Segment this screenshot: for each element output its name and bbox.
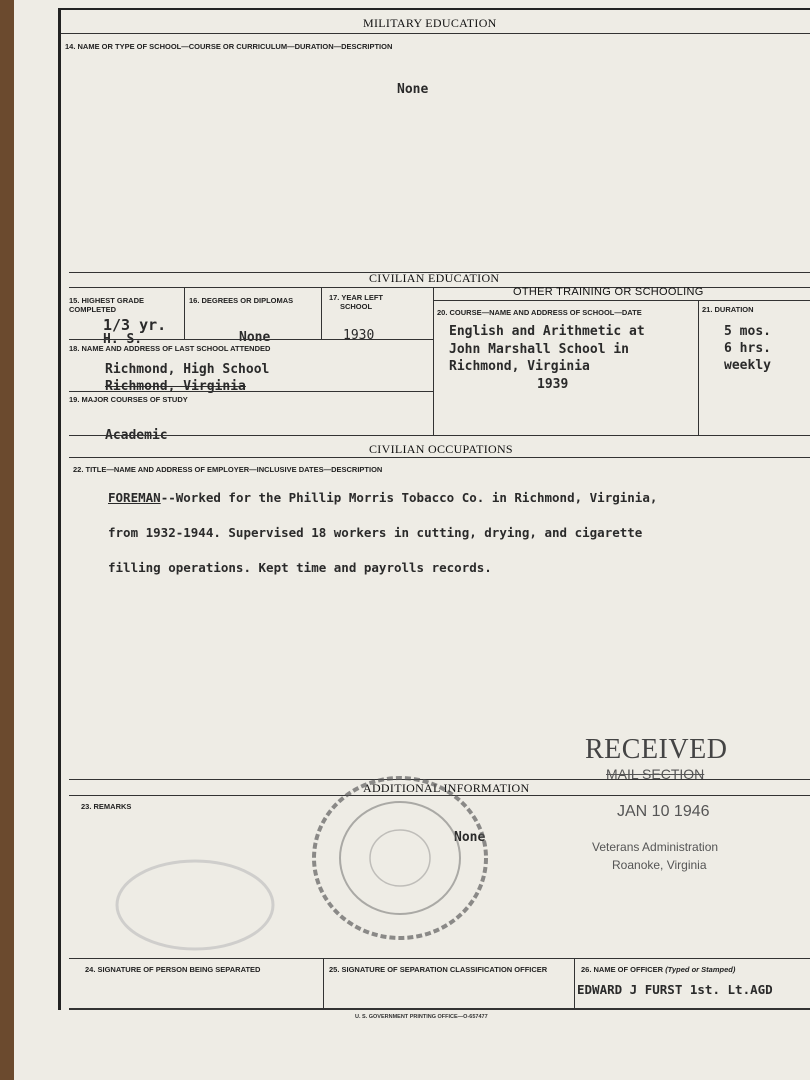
- course-line: English and Arithmetic at: [449, 324, 645, 339]
- divider: [433, 287, 434, 435]
- divider: [69, 457, 810, 458]
- military-education-heading: MILITARY EDUCATION: [363, 16, 497, 30]
- last-school-name: Richmond, High School: [105, 362, 270, 377]
- field-17-label: 17. YEAR LEFT SCHOOL: [328, 293, 384, 311]
- remarks-value: None: [454, 830, 486, 845]
- field-26-sub: (Typed or Stamped): [665, 965, 736, 974]
- duration-line: 5 mos.: [724, 324, 771, 339]
- course-value: [449, 323, 645, 393]
- field-21-label: 21. DURATION: [702, 305, 754, 314]
- divider: [69, 1008, 810, 1010]
- divider: [61, 33, 810, 34]
- field-22-label: 22. TITLE—NAME AND ADDRESS OF EMPLOYER—INCLUSIVE DATES—DESCRIPTION: [73, 465, 383, 474]
- received-date: JAN 10 1946: [617, 803, 710, 820]
- divider: [69, 958, 810, 959]
- stamp-office-line-1: Veterans Administration: [592, 840, 719, 854]
- divider: [321, 287, 322, 339]
- field-16-label: 16. DEGREES OR DIPLOMAS: [189, 296, 294, 305]
- year-left-value: 1930: [343, 328, 375, 343]
- field-26-main: 26. NAME OF OFFICER: [581, 965, 664, 974]
- postmark-seal-icon: [305, 768, 495, 943]
- divider: [698, 300, 699, 435]
- field-25-label: 25. SIGNATURE OF SEPARATION CLASSIFICATION OFFICER: [329, 965, 548, 974]
- divider: [184, 287, 185, 339]
- divider: [69, 339, 433, 340]
- field-19-label: 19. MAJOR COURSES OF STUDY: [69, 395, 188, 404]
- field-14-label: 14. NAME OR TYPE OF SCHOOL—COURSE OR CURRICULUM—DURATION—DESCRIPTION: [65, 42, 393, 51]
- field-23-label: 23. REMARKS: [81, 802, 132, 811]
- other-training-heading: OTHER TRAINING OR SCHOOLING: [513, 286, 704, 298]
- divider: [69, 391, 433, 392]
- field-24-label: 24. SIGNATURE OF PERSON BEING SEPARATED: [85, 965, 261, 974]
- field-20-label: 20. COURSE—NAME AND ADDRESS OF SCHOOL—DATE: [437, 308, 642, 317]
- field-15-label: 15. HIGHEST GRADE COMPLETED: [69, 296, 145, 314]
- mail-section-stamp: MAIL SECTION: [606, 766, 705, 782]
- received-stamp: RECEIVED: [585, 734, 728, 765]
- faint-stamp-icon: [110, 855, 280, 955]
- degrees-value: None: [239, 330, 271, 345]
- course-line: Richmond, Virginia: [449, 359, 590, 374]
- officer-name-value: EDWARD J FURST 1st. Lt.AGD: [577, 982, 773, 997]
- field-26-label: [581, 965, 735, 974]
- additional-information-heading: ADDITIONAL INFORMATION: [363, 781, 530, 795]
- occupation-text: --Worked for the Phillip Morris Tobacco Co. in Richmond, Virginia,: [160, 490, 658, 505]
- course-line: John Marshall School in: [449, 341, 630, 357]
- divider: [69, 435, 810, 436]
- occupation-line-1: [108, 490, 657, 505]
- last-school-address: Richmond, Virginia: [105, 379, 246, 394]
- duration-value: [701, 323, 771, 374]
- divider: [433, 300, 810, 301]
- field-18-label: 18. NAME AND ADDRESS OF LAST SCHOOL ATTENDED: [69, 344, 271, 353]
- course-line: 1939: [537, 376, 569, 392]
- duration-line: 6 hrs.: [724, 341, 771, 356]
- divider: [574, 958, 575, 1010]
- occupation-line-3: filling operations. Kept time and payrolls records.: [108, 560, 492, 575]
- duration-line: weekly: [724, 358, 771, 373]
- military-school-value: None: [397, 82, 429, 97]
- stamp-office-line-2: Roanoke, Virginia: [612, 858, 707, 872]
- highest-grade-detail: H. S.: [103, 332, 143, 347]
- occupation-line-2: from 1932-1944. Supervised 18 workers in cutting, drying, and cigarette: [108, 525, 643, 540]
- civilian-occupations-heading: CIVILIAN OCCUPATIONS: [369, 442, 513, 456]
- civilian-education-heading: CIVILIAN EDUCATION: [369, 271, 500, 285]
- printing-office-footer: U. S. GOVERNMENT PRINTING OFFICE—O-657477: [355, 1014, 488, 1020]
- occupation-title: FOREMAN: [108, 490, 161, 505]
- highest-grade-value: 1/3 yr.: [103, 316, 167, 334]
- divider: [323, 958, 324, 1010]
- major-courses-value: Academic: [105, 428, 168, 443]
